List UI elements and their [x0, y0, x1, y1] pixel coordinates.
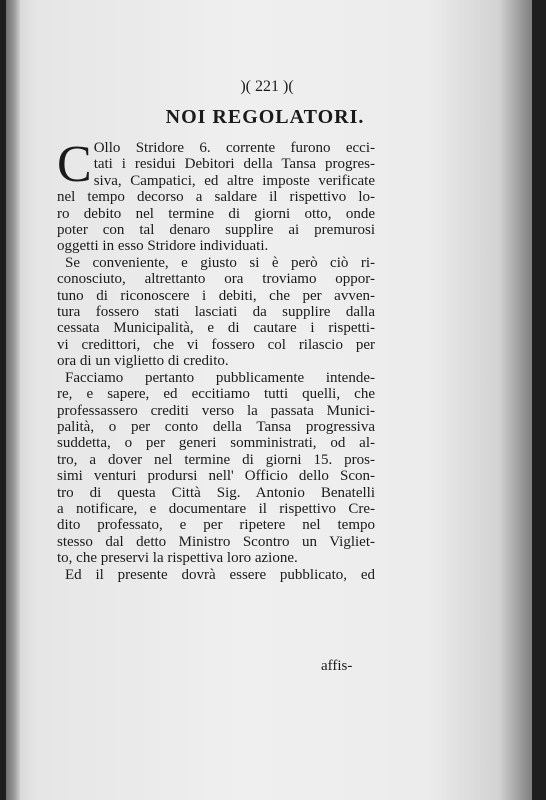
text-line: nel tempo decorso a saldare il rispettivo lo-: [57, 189, 375, 206]
text-line: suddetta, o per generi somministrati, od al-: [57, 435, 375, 452]
text-line: Ollo Stridore 6. corrente furono ecci-: [93, 140, 375, 156]
catchword: affis-: [321, 658, 353, 674]
text-line: siva, Campatici, ed altre imposte verificate: [93, 172, 375, 189]
text-line: cessata Municipalità, e di cautare i rispetti-: [57, 320, 375, 337]
text-line: to, che preservi la rispettiva loro azione.: [57, 550, 298, 567]
text-line: vi credittori, che vi fossero col rilascio per: [57, 336, 375, 353]
page-heading: NOI REGOLATORI.: [165, 106, 365, 128]
text-line: tro di questa Città Sig. Antonio Benatelli: [57, 484, 375, 501]
text-line: Facciamo pertanto pubblicamente intende-: [65, 369, 375, 386]
text-line: tura fossero stati lasciati da supplire dalla: [57, 304, 375, 321]
text-line: a notificare, e documentare il rispettivo Cre-: [57, 500, 375, 517]
drop-cap: C: [57, 136, 92, 193]
text-line: simi venturi prodursi nell' Officio dello Scon-: [57, 468, 375, 485]
body-text: [57, 136, 375, 583]
text-line: tati i residui Debitori della Tansa progres-: [93, 156, 375, 173]
text-line: oggetti in esso Stridore individuati.: [57, 238, 269, 255]
text-line: tro, a dover nel termine di giorni 15. pros-: [57, 451, 375, 468]
text-line: ora di un viglietto di credito.: [57, 353, 229, 370]
text-line: conosciuto, altrettanto ora troviamo oppor-: [57, 271, 375, 288]
page-number: )( 221 )(: [240, 78, 294, 95]
text-line: poter con tal denaro supplire ai premurosi: [57, 222, 375, 239]
text-line: stesso dal detto Ministro Scontro un Vigliet-: [57, 533, 375, 550]
text-line: ro debito nel termine di giorni otto, onde: [57, 205, 375, 222]
text-line: dito professato, e per ripetere nel tempo: [57, 517, 375, 534]
text-line: Ed il presente dovrà essere pubblicato, ed: [65, 566, 375, 583]
text-line: tuno di riconoscere i debiti, che per avven-: [57, 287, 375, 304]
text-line: professassero crediti verso la passata Munici-: [57, 402, 375, 419]
text-line: re, e sapere, ed eccitiamo tutti quelli, che: [57, 386, 375, 403]
text-line: Se conveniente, e giusto si è però ciò ri-: [65, 254, 375, 271]
text-line: palità, o per conto della Tansa progressiva: [57, 418, 375, 435]
